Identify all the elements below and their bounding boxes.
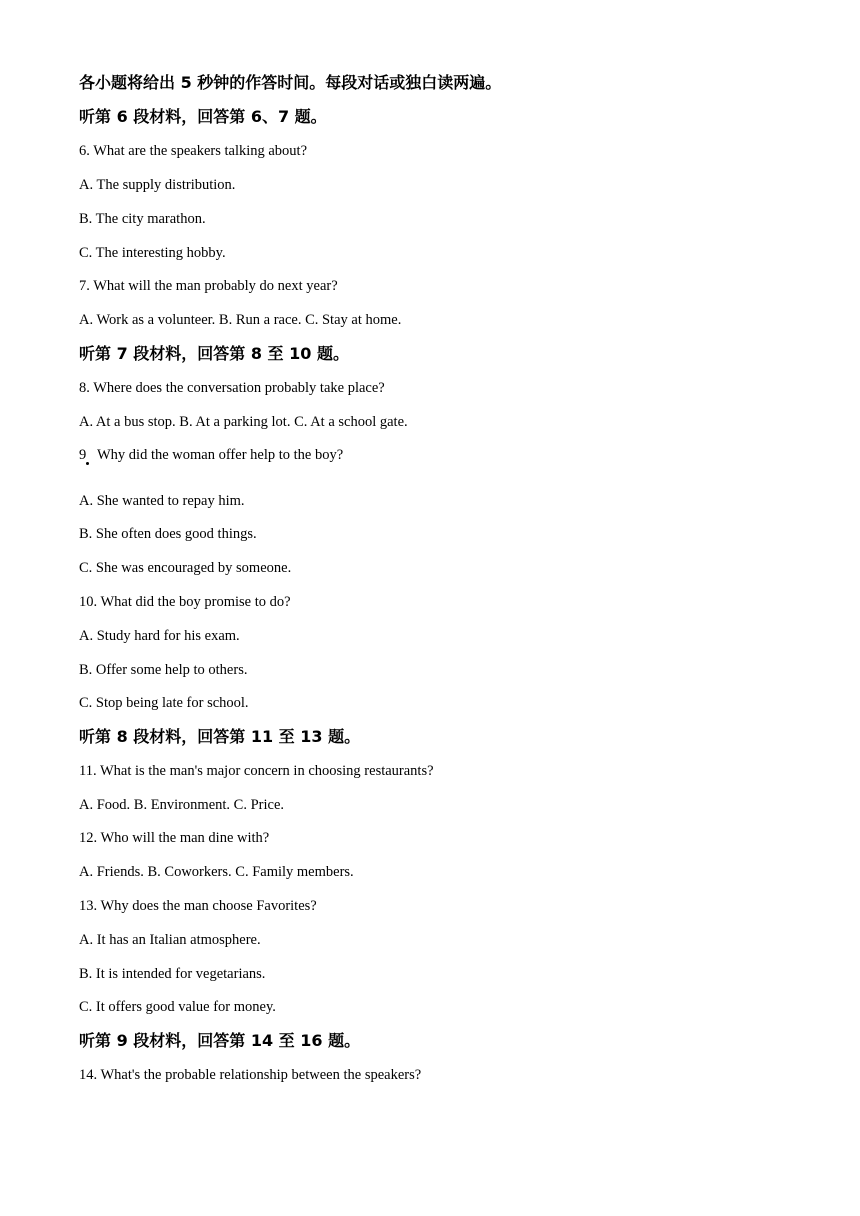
question-6-option-a: A. The supply distribution. (79, 177, 236, 193)
question-7-options: A. Work as a volunteer. B. Run a race. C. Stay at home. (79, 312, 402, 328)
question-10-option-c: C. Stop being late for school. (79, 695, 249, 711)
question-9-text: Why did the woman offer help to the boy? (97, 447, 344, 463)
section-8-heading: 听第 8 段材料，回答第 11 至 13 题。 (79, 727, 361, 746)
question-13: 13. Why does the man choose Favorites? (79, 898, 317, 914)
instructions-text: 各小题将给出 5 秒钟的作答时间。每段对话或独白读两遍。 (79, 73, 502, 92)
question-6-option-c: C. The interesting hobby. (79, 245, 226, 261)
question-9-option-a: A. She wanted to repay him. (79, 493, 245, 509)
question-7: 7. What will the man probably do next year? (79, 278, 338, 294)
question-13-option-b: B. It is intended for vegetarians. (79, 966, 266, 982)
question-10-option-b: B. Offer some help to others. (79, 662, 248, 678)
question-10-option-a: A. Study hard for his exam. (79, 628, 240, 644)
question-8: 8. Where does the conversation probably take place? (79, 380, 385, 396)
section-7-heading: 听第 7 段材料，回答第 8 至 10 题。 (79, 344, 349, 363)
question-9-option-c: C. She was encouraged by someone. (79, 560, 292, 576)
question-8-options: A. At a bus stop. B. At a parking lot. C. At a school gate. (79, 414, 408, 430)
question-11-options: A. Food. B. Environment. C. Price. (79, 797, 285, 813)
question-6-option-b: B. The city marathon. (79, 211, 206, 227)
question-13-option-c: C. It offers good value for money. (79, 999, 276, 1015)
question-13-option-a: A. It has an Italian atmosphere. (79, 932, 261, 948)
section-9-heading: 听第 9 段材料，回答第 14 至 16 题。 (79, 1031, 361, 1050)
question-9-number: 9 (79, 447, 87, 463)
question-10: 10. What did the boy promise to do? (79, 594, 291, 610)
question-6: 6. What are the speakers talking about? (79, 143, 308, 159)
question-14: 14. What's the probable relationship between the speakers? (79, 1067, 422, 1083)
question-11: 11. What is the man's major concern in choosing restaurants? (79, 763, 434, 779)
question-9-dot (86, 462, 89, 465)
question-12: 12. Who will the man dine with? (79, 830, 270, 846)
question-12-options: A. Friends. B. Coworkers. C. Family members. (79, 864, 354, 880)
question-9-option-b: B. She often does good things. (79, 526, 257, 542)
section-6-heading: 听第 6 段材料，回答第 6、7 题。 (79, 107, 327, 126)
